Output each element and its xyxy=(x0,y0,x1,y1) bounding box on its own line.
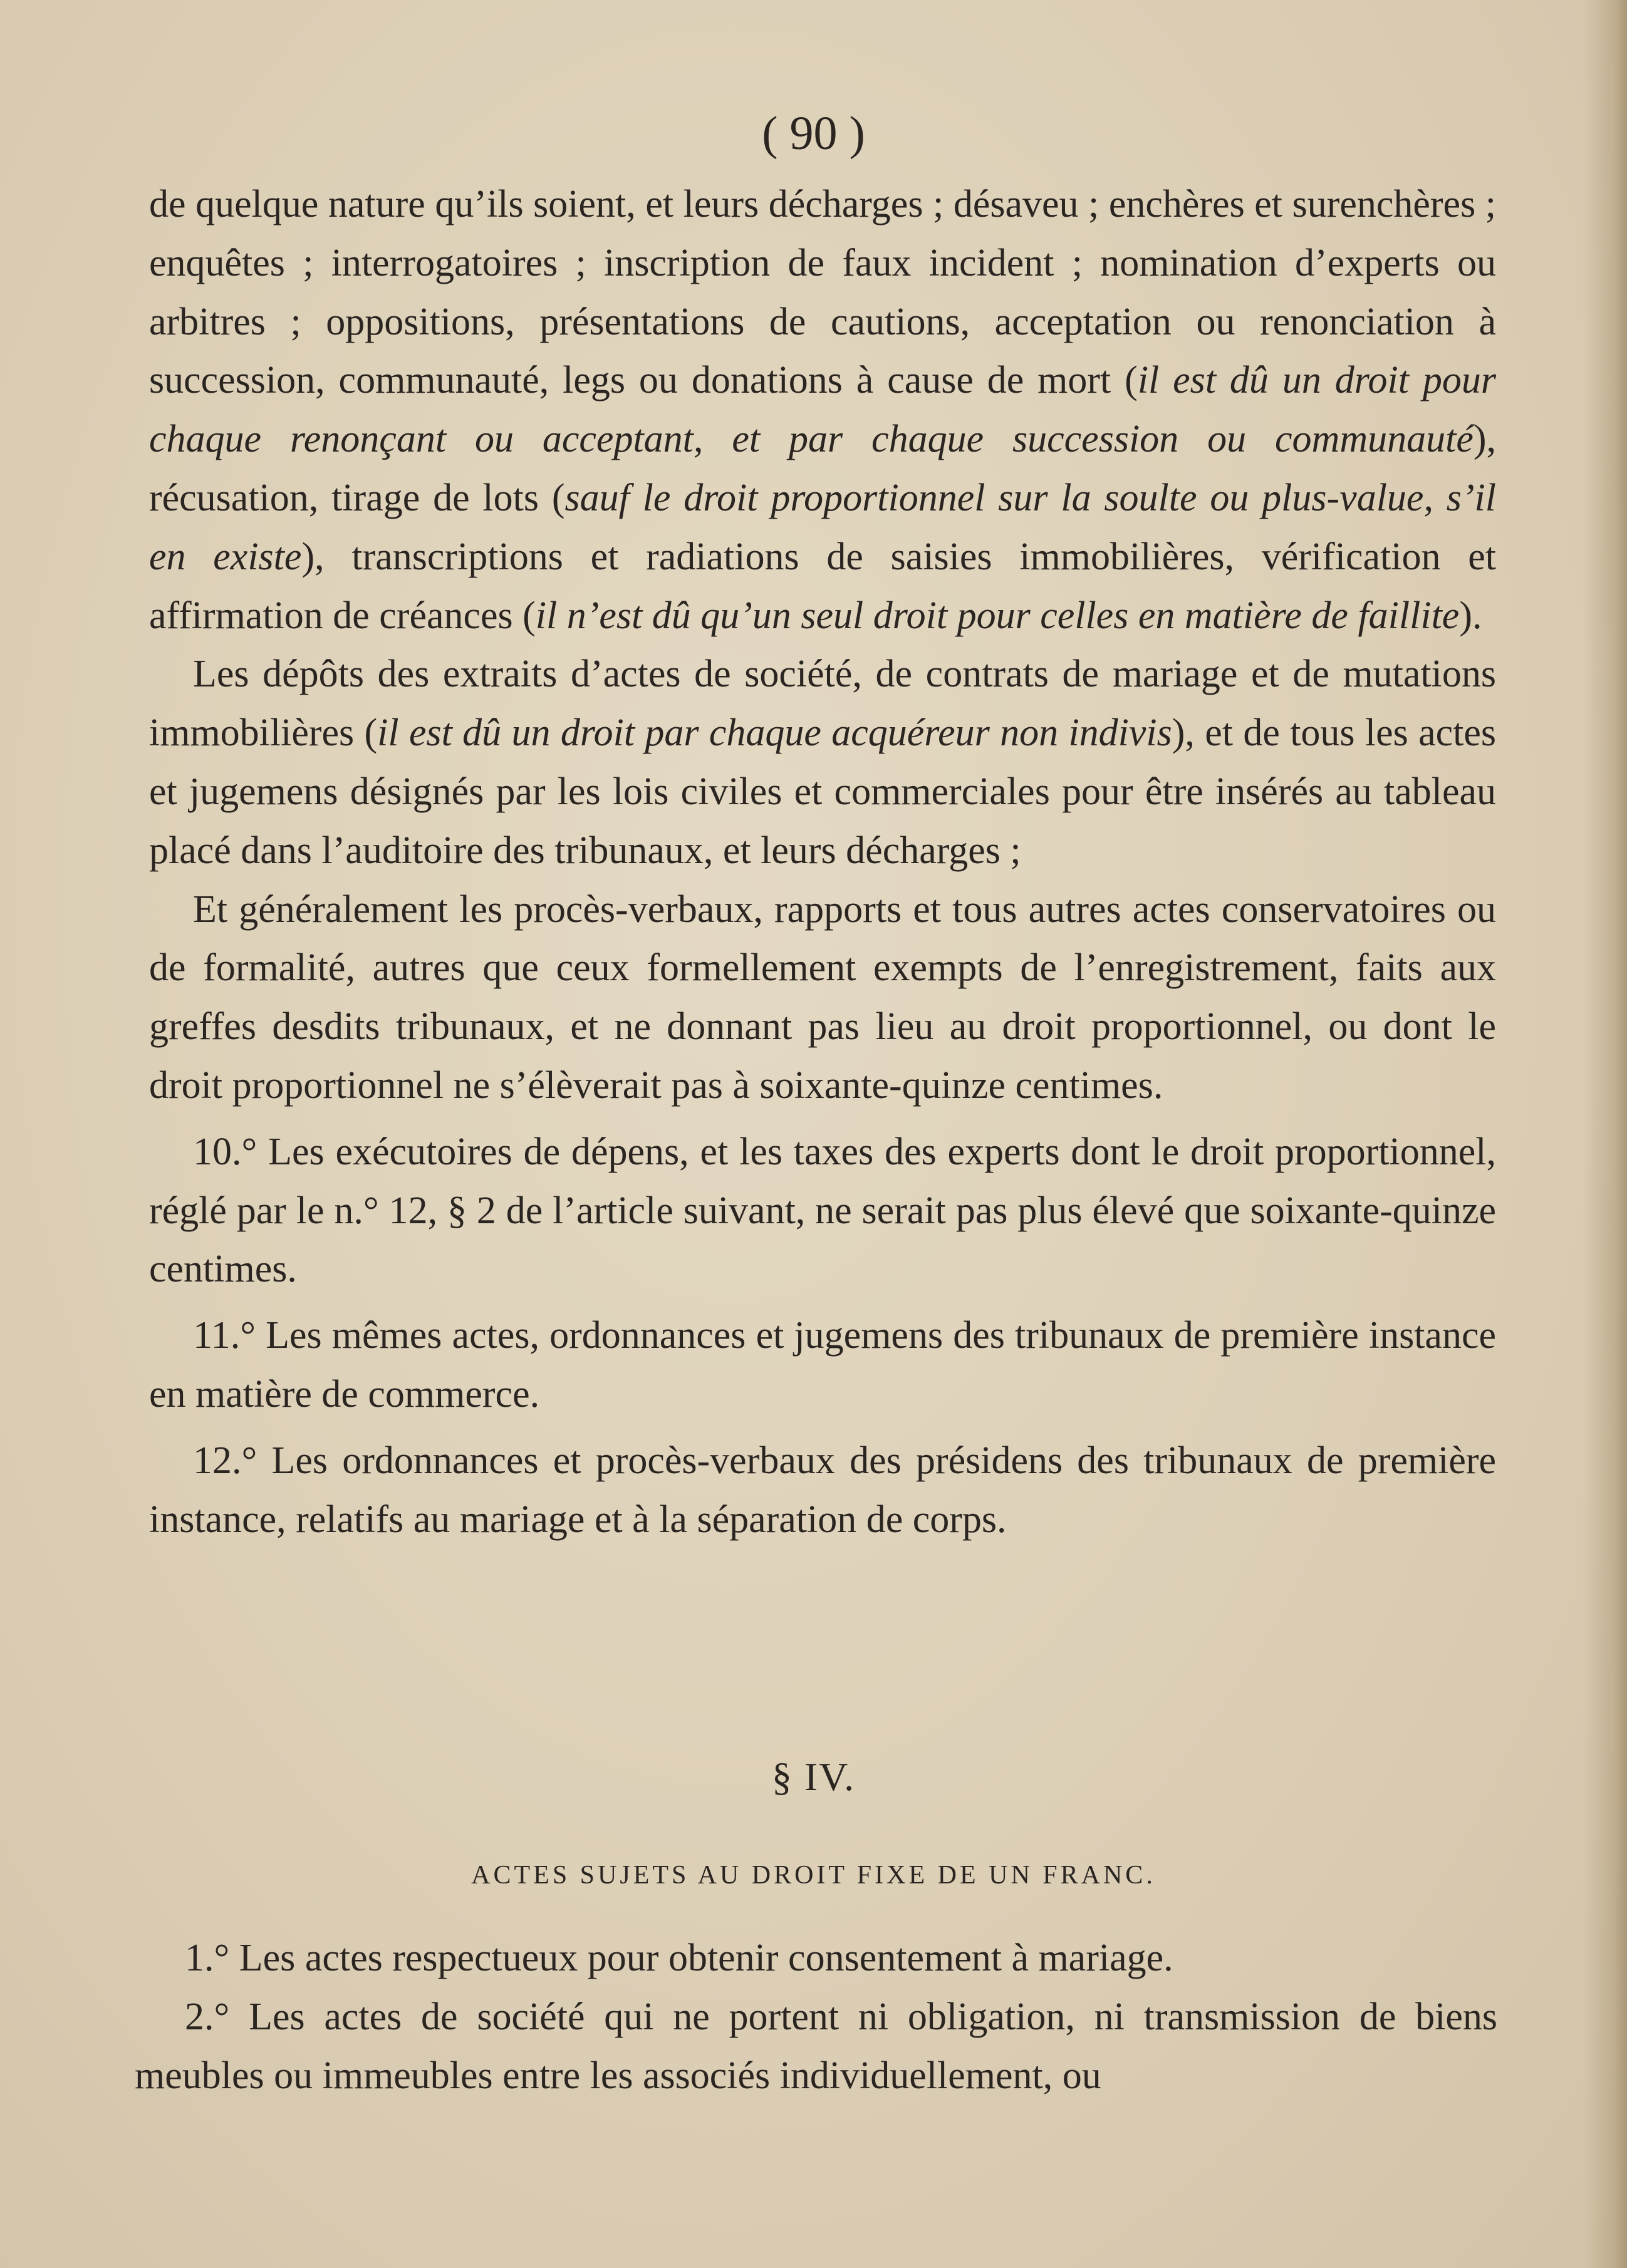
article-item-12: 12.° Les ordonnances et procès-verbaux des présidens des tribunaux de première instance, relatifs au mariage et à la séparation de corps. xyxy=(149,1439,1496,1541)
text-body xyxy=(149,175,1496,1549)
article-item-10: 10.° Les exécutoires de dépens, et les taxes des experts dont le droit proportionnel, réglé par le n.° 12, § 2 de l’article suivant, ne serait pas plus élevé que soixante-quinze centimes. xyxy=(149,1130,1496,1291)
page-number: ( 90 ) xyxy=(762,107,865,160)
section-items xyxy=(135,1929,1497,2105)
italic-note: il n’est dû qu’un seul droit pour celles en matière de faillite xyxy=(535,594,1460,637)
section-heading: § IV. xyxy=(771,1754,856,1799)
italic-note: il est dû un droit par chaque acquéreur non indivis xyxy=(377,712,1172,755)
paragraph-generalement: Et généralement les procès-verbaux, rapports et tous autres actes conservatoires ou de formalité, autres que ceux formellement exempts de l’enregistrement, faits aux greffes desdits tribunaux, et ne donnant pas lieu au droit proportionnel, ou dont le droit proportionnel ne s’élèverait pas à soixante-quinze centimes. xyxy=(149,888,1496,1107)
italic-note: sauf le droit proportionnel sur la soulte ou plus-value, s’il en existe xyxy=(149,476,1496,578)
article-item-2: 2.° Les actes de société qui ne portent ni obligation, ni transmission de biens meubles ou immeubles entre les associés individuellement, ou xyxy=(135,1995,1497,2097)
article-item-1: 1.° Les actes respectueux pour obtenir consentement à mariage. xyxy=(185,1937,1173,1979)
section-title: ACTES SUJETS AU DROIT FIXE DE UN FRANC. xyxy=(471,1861,1156,1890)
italic-note: il est dû un droit pour chaque renonçant ou acceptant, et par chaque succession ou communauté xyxy=(149,359,1496,461)
paragraph-continuation: de quelque nature qu’ils soient, et leurs décharges ; désaveu ; enchères et surenchères ; enquêtes ; interrogatoires ; inscription de faux incident ; nomination d’experts ou arbitres ; oppositions, présentations de cautions, acceptation ou renonciation à succession, communauté, legs ou donations à cause de mort (il est dû un droit pour chaque renonçant ou acceptant, et par chaque succession ou communauté), récusation, tirage de lots (sauf le droit proportionnel sur la soulte ou plus-value, s’il en existe), transcriptions et radiations de saisies immobilières, vérification et affirmation de créances (il n’est dû qu’un seul droit pour celles en matière de faillite). xyxy=(149,183,1497,637)
paragraph-depots: Les dépôts des extraits d’actes de société, de contrats de mariage et de mutations immobilières (il est dû un droit par chaque acquéreur non indivis), et de tous les actes et jugemens désignés par les lois civiles et commerciales pour être insérés au tableau placé dans l’auditoire des tribunaux, et leurs décharges ; xyxy=(149,653,1497,872)
page-gutter-shadow xyxy=(1583,0,1627,2268)
article-item-11: 11.° Les mêmes actes, ordonnances et jugemens des tribunaux de première instance en matière de commerce. xyxy=(149,1314,1496,1416)
